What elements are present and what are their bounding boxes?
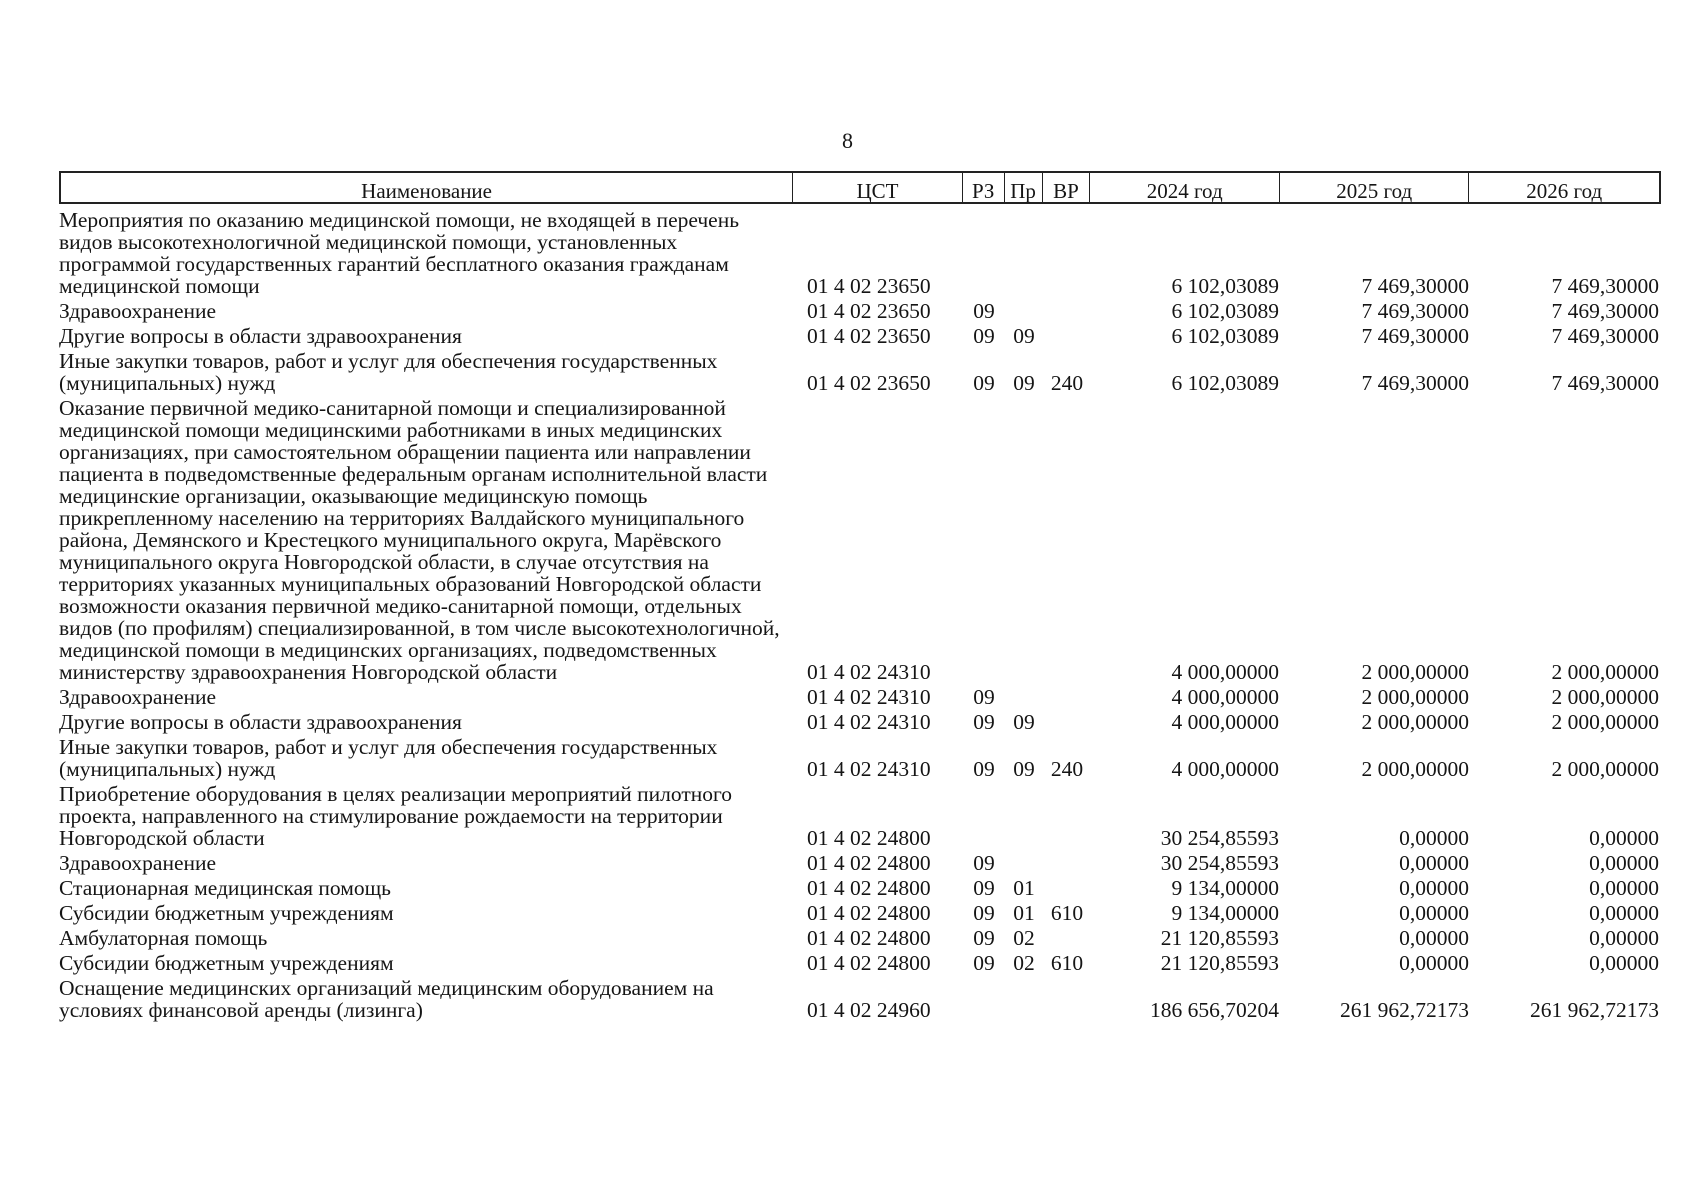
table-row: [59, 927, 1661, 949]
row-rz: 09: [973, 951, 995, 975]
table-row: [59, 902, 1661, 924]
row-2025: 2 000,00000: [1361, 660, 1469, 684]
table-row: [59, 397, 1661, 683]
row-cst: 01 4 02 23650: [807, 299, 931, 323]
row-rz: 09: [973, 926, 995, 950]
row-cst: 01 4 02 24310: [807, 757, 931, 781]
row-rz: 09: [973, 299, 995, 323]
row-2026: 0,00000: [1589, 851, 1659, 875]
row-rz: 09: [973, 757, 995, 781]
row-vr: 610: [1050, 951, 1084, 975]
table-row: [59, 711, 1661, 733]
table-row: [59, 300, 1661, 322]
row-2025: 2 000,00000: [1361, 685, 1469, 709]
table-row: [59, 852, 1661, 874]
table-row: [59, 877, 1661, 899]
table-row: [59, 977, 1661, 1021]
header-name: Наименование: [61, 173, 793, 202]
row-2024: 21 120,85593: [1160, 926, 1279, 950]
row-2026: 0,00000: [1589, 901, 1659, 925]
row-2026: 0,00000: [1589, 876, 1659, 900]
row-2025: 7 469,30000: [1361, 299, 1469, 323]
row-cst: 01 4 02 23650: [807, 324, 931, 348]
row-rz: 09: [973, 685, 995, 709]
table-row: [59, 209, 1661, 297]
header-rz: РЗ: [963, 173, 1005, 202]
row-2025: 0,00000: [1399, 826, 1469, 850]
row-name: Оснащение медицинских организаций медицинским оборудованием на условиях финансовой аренды (лизинга): [59, 976, 714, 1022]
table-header: [59, 171, 1661, 204]
table-row: [59, 686, 1661, 708]
row-cst: 01 4 02 24310: [807, 710, 931, 734]
row-2026: 261 962,72173: [1530, 998, 1659, 1022]
row-2026: 0,00000: [1589, 826, 1659, 850]
row-pr: 01: [1013, 901, 1035, 925]
row-2026: 0,00000: [1589, 926, 1659, 950]
row-cst: 01 4 02 24310: [807, 660, 931, 684]
row-2025: 0,00000: [1399, 851, 1469, 875]
row-2025: 261 962,72173: [1340, 998, 1469, 1022]
row-2024: 9 134,00000: [1171, 901, 1279, 925]
header-2024: 2024 год: [1090, 173, 1280, 202]
table-row: [59, 325, 1661, 347]
row-2026: 7 469,30000: [1551, 274, 1659, 298]
row-2024: 4 000,00000: [1171, 710, 1279, 734]
row-cst: 01 4 02 24800: [807, 826, 931, 850]
row-2025: 7 469,30000: [1361, 324, 1469, 348]
header-pr: Пр: [1005, 173, 1043, 202]
row-rz: 09: [973, 851, 995, 875]
row-name: Мероприятия по оказанию медицинской помощи, не входящей в перечень видов высокотехнологичной медицинской помощи, установленных программой государственных гарантий бесплатного оказания гражданам медицинской помощи: [59, 208, 740, 298]
row-2025: 7 469,30000: [1361, 371, 1469, 395]
row-rz: 09: [973, 901, 995, 925]
table-row: [59, 952, 1661, 974]
row-2024: 4 000,00000: [1171, 757, 1279, 781]
row-name: Другие вопросы в области здравоохранения: [59, 710, 462, 734]
row-2024: 6 102,03089: [1171, 299, 1279, 323]
row-cst: 01 4 02 24800: [807, 851, 931, 875]
row-cst: 01 4 02 23650: [807, 274, 931, 298]
row-2026: 2 000,00000: [1551, 685, 1659, 709]
row-2025: 2 000,00000: [1361, 710, 1469, 734]
budget-table: [59, 171, 1661, 1024]
row-pr: 01: [1013, 876, 1035, 900]
row-name: Субсидии бюджетным учреждениям: [59, 951, 394, 975]
row-pr: 09: [1013, 324, 1035, 348]
row-cst: 01 4 02 24960: [807, 998, 931, 1022]
row-2026: 2 000,00000: [1551, 660, 1659, 684]
header-cst: ЦСТ: [793, 173, 963, 202]
row-2026: 7 469,30000: [1551, 299, 1659, 323]
page-number: 8: [842, 128, 853, 153]
row-2024: 6 102,03089: [1171, 274, 1279, 298]
row-cst: 01 4 02 23650: [807, 371, 931, 395]
row-2026: 7 469,30000: [1551, 324, 1659, 348]
row-2025: 2 000,00000: [1361, 757, 1469, 781]
row-vr: 610: [1050, 901, 1084, 925]
row-2024: 4 000,00000: [1171, 685, 1279, 709]
row-name: Иные закупки товаров, работ и услуг для обеспечения государственных (муниципальных) нужд: [59, 735, 718, 781]
row-cst: 01 4 02 24800: [807, 926, 931, 950]
row-2025: 0,00000: [1399, 951, 1469, 975]
row-name: Здравоохранение: [59, 851, 217, 875]
row-cst: 01 4 02 24800: [807, 901, 931, 925]
row-2025: 0,00000: [1399, 876, 1469, 900]
row-name: Иные закупки товаров, работ и услуг для обеспечения государственных (муниципальных) нужд: [59, 349, 718, 395]
row-2024: 4 000,00000: [1171, 660, 1279, 684]
row-2026: 7 469,30000: [1551, 371, 1659, 395]
table-body: [59, 209, 1661, 1021]
row-pr: 02: [1013, 951, 1035, 975]
row-pr: 02: [1013, 926, 1035, 950]
row-cst: 01 4 02 24800: [807, 876, 931, 900]
row-rz: 09: [973, 371, 995, 395]
header-2026: 2026 год: [1526, 179, 1603, 203]
header-2025: 2025 год: [1280, 173, 1470, 202]
row-2025: 7 469,30000: [1361, 274, 1469, 298]
row-pr: 09: [1013, 710, 1035, 734]
row-vr: 240: [1050, 371, 1084, 395]
row-rz: 09: [973, 710, 995, 734]
header-vr: ВР: [1043, 173, 1091, 202]
row-name: Приобретение оборудования в целях реализации мероприятий пилотного проекта, направленного на стимулирование рождаемости на территории Новгородской области: [59, 782, 733, 850]
row-2026: 2 000,00000: [1551, 710, 1659, 734]
row-2024: 21 120,85593: [1160, 951, 1279, 975]
row-vr: 240: [1050, 757, 1084, 781]
row-2024: 6 102,03089: [1171, 371, 1279, 395]
row-2026: 0,00000: [1589, 951, 1659, 975]
row-name: Стационарная медицинская помощь: [59, 876, 391, 900]
row-2025: 0,00000: [1399, 901, 1469, 925]
row-name: Субсидии бюджетным учреждениям: [59, 901, 394, 925]
row-2024: 9 134,00000: [1171, 876, 1279, 900]
row-2026: 2 000,00000: [1551, 757, 1659, 781]
row-pr: 09: [1013, 371, 1035, 395]
table-row: [59, 350, 1661, 394]
table-row: [59, 783, 1661, 849]
row-pr: 09: [1013, 757, 1035, 781]
row-name: Другие вопросы в области здравоохранения: [59, 324, 462, 348]
row-rz: 09: [973, 324, 995, 348]
row-cst: 01 4 02 24800: [807, 951, 931, 975]
row-2024: 186 656,70204: [1150, 998, 1279, 1022]
row-name: Амбулаторная помощь: [59, 926, 268, 950]
row-2025: 0,00000: [1399, 926, 1469, 950]
row-2024: 30 254,85593: [1160, 851, 1279, 875]
row-rz: 09: [973, 876, 995, 900]
table-row: [59, 736, 1661, 780]
row-2024: 6 102,03089: [1171, 324, 1279, 348]
row-cst: 01 4 02 24310: [807, 685, 931, 709]
row-name: Оказание первичной медико-санитарной помощи и специализированной медицинской помощи медицинскими работниками в иных медицинских организациях, при самостоятельном обращении пациента или направлении пациента в подведомственные федеральным органам исполнительной власти медицинские организации, оказывающие медицинскую помощь прикрепленному населению на территориях Валдайского муниципального района, Демянского и Крестецкого муниципального округа, Марёвского муниципального округа Новгородской области, в случае отсутствия на территориях указанных муниципальных образований Новгородской области возможности оказания первичной медико-санитарной помощи, отдельных видов (по профилям) специализированной, в том числе высокотехнологичной, медицинской помощи в медицинских организациях, подведомственных министерству здравоохранения Новгородской области: [59, 396, 780, 684]
row-2024: 30 254,85593: [1160, 826, 1279, 850]
row-name: Здравоохранение: [59, 685, 217, 709]
row-name: Здравоохранение: [59, 299, 217, 323]
